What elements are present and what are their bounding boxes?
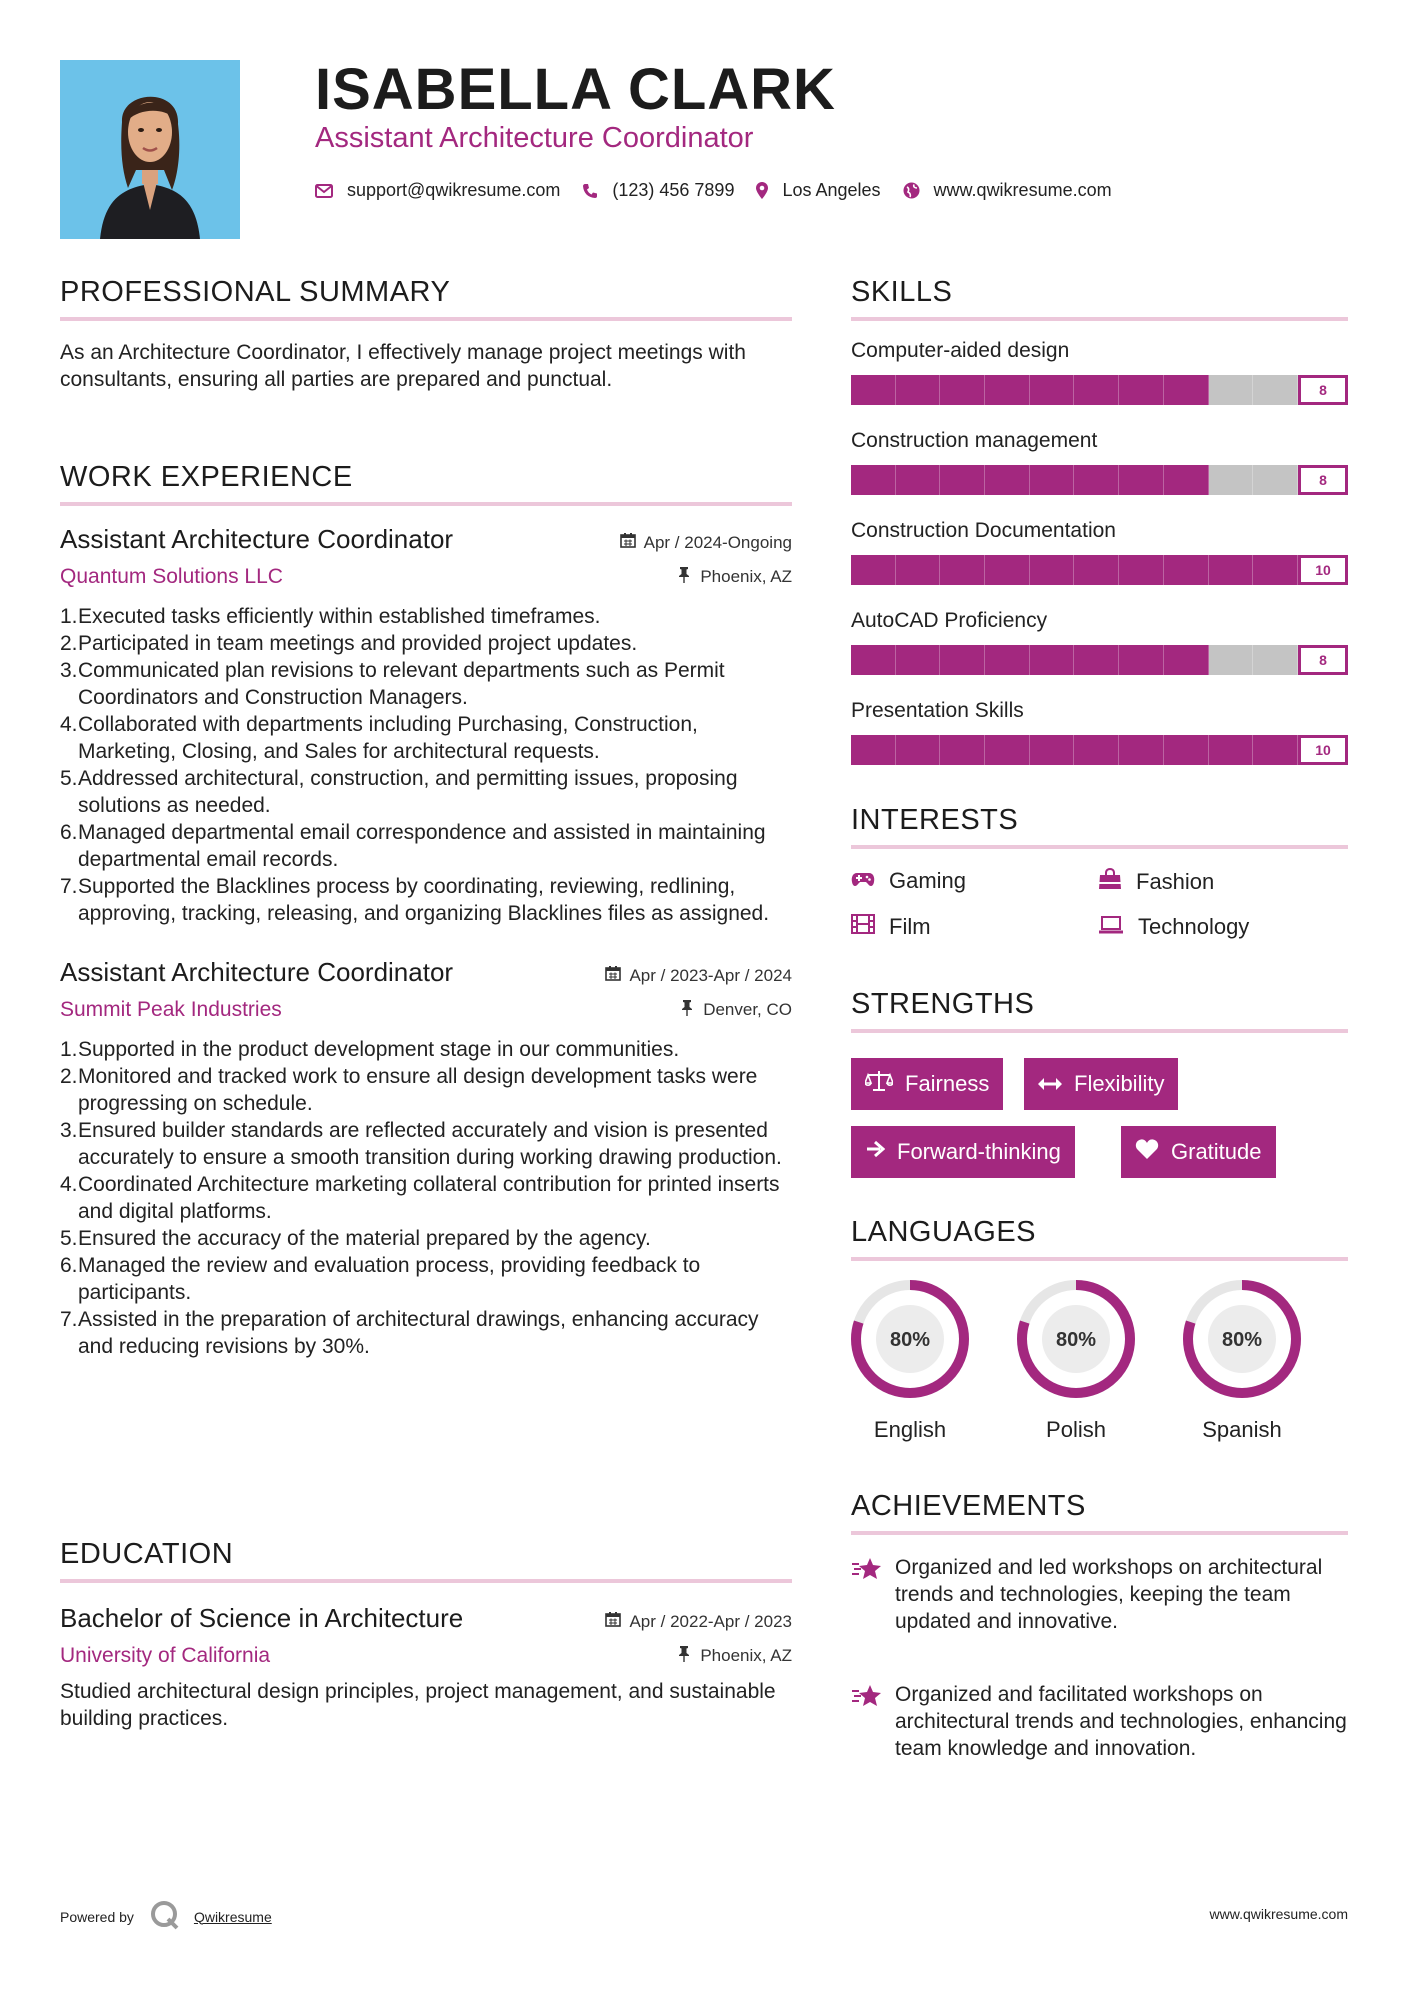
experience-section [60, 461, 792, 1360]
skill-bar-segment [940, 645, 985, 675]
skill-bar-segment [896, 375, 941, 405]
balance-scale-icon [865, 1070, 893, 1098]
contact-website-text: www.qwikresume.com [933, 180, 1112, 200]
strength-tag: Fairness [851, 1058, 1003, 1110]
skill-bar-segment [1074, 645, 1119, 675]
skill-bar-segment [1164, 465, 1209, 495]
strength-tag: Gratitude [1121, 1126, 1276, 1178]
skill-bar-segment [851, 735, 896, 765]
skill-bar-segment [1209, 555, 1254, 585]
skill-bar-segment [940, 735, 985, 765]
shopping-bag-icon [1098, 868, 1122, 896]
language-percent: 80% [1055, 1329, 1097, 1351]
job-entry [60, 957, 792, 1360]
job-duties [60, 603, 792, 927]
contact-bar [315, 180, 1134, 201]
contact-location-text: Los Angeles [782, 180, 881, 200]
contact-website[interactable] [903, 180, 1112, 201]
skill-item [851, 699, 1348, 765]
skill-bar-segment [1030, 735, 1075, 765]
list-item: 3. Communicated plan revisions to relevant departments such as Permit Coordinators and Construction Managers. [60, 659, 725, 709]
degree-title: Bachelor of Science in Architecture [60, 1603, 464, 1633]
skill-bar-segment [851, 375, 896, 405]
skill-bar [851, 375, 1348, 405]
language-percent: 80% [889, 1329, 931, 1351]
skill-bar-segment [1119, 735, 1164, 765]
skill-bar-segment [896, 555, 941, 585]
interests-heading: INTERESTS [851, 804, 1348, 849]
list-item: 6. Managed departmental email correspondence and assisted in maintaining departmental email records. [60, 821, 766, 871]
achievement-text: Organized and facilitated workshops on architectural trends and technologies, enhancing team knowledge and innovation. [895, 1683, 1347, 1760]
skill-bar-segment [851, 555, 896, 585]
job-company: Summit Peak Industries [60, 998, 282, 1021]
list-item: 6. Managed the review and evaluation process, providing feedback to participants. [60, 1254, 701, 1304]
skill-bar-segment [851, 465, 896, 495]
skill-bar-segment [851, 645, 896, 675]
job-location: Denver, CO [681, 999, 792, 1021]
list-item: 3. Ensured builder standards are reflected accurately and vision is presented accurately to ensure a smooth transition during working drawing production. [60, 1119, 782, 1169]
education-description: Studied architectural design principles, project management, and sustainable building practices. [60, 1680, 776, 1730]
skill-rating: 8 [1298, 465, 1348, 495]
heart-icon [1135, 1138, 1159, 1166]
skills-section [851, 276, 1348, 789]
skill-bar-segment [985, 645, 1030, 675]
shooting-star-icon [851, 1554, 895, 1635]
map-pin-icon [756, 182, 768, 199]
school-name: University of California [60, 1644, 271, 1667]
strengths-section [851, 988, 1348, 1033]
skill-bar-segment [985, 555, 1030, 585]
list-item: 2. Participated in team meetings and provided project updates. [60, 632, 638, 655]
education-date: Apr / 2022-Apr / 2023 [605, 1611, 792, 1632]
skill-rating: 8 [1298, 645, 1348, 675]
skill-bar-segment [1030, 645, 1075, 675]
laptop-icon [1098, 914, 1124, 940]
shooting-star-icon [851, 1681, 895, 1762]
skill-bar-segment [896, 645, 941, 675]
globe-icon [903, 182, 920, 199]
candidate-name: ISABELLA CLARK [315, 57, 836, 122]
languages-section [851, 1216, 1348, 1261]
summary-text: As an Architecture Coordinator, I effectively manage project meetings with consultants, ensuring all parties are prepared and punctual. [60, 341, 746, 391]
contact-email[interactable] [315, 180, 560, 201]
skill-bar-segment [1119, 375, 1164, 405]
language-ring [1015, 1278, 1137, 1400]
skill-bar-segment [940, 375, 985, 405]
skill-bar-segment [1074, 735, 1119, 765]
skill-bar-segment [1119, 465, 1164, 495]
skill-rating: 10 [1298, 555, 1348, 585]
contact-phone-text: (123) 456 7899 [612, 180, 735, 200]
interest-item: Technology [1098, 914, 1249, 940]
skill-bar-segment [1253, 375, 1298, 405]
skill-bar [851, 555, 1348, 585]
skills-heading: SKILLS [851, 276, 1348, 321]
list-item: 1. Supported in the product development stage in our communities. [60, 1038, 680, 1061]
job-date: Apr / 2024-Ongoing [620, 532, 792, 553]
skill-bar-segment [896, 465, 941, 495]
education-location: Phoenix, AZ [678, 1645, 792, 1667]
calendar-icon [605, 1611, 621, 1632]
strength-tag: Flexibility [1024, 1058, 1178, 1110]
achievements-heading: ACHIEVEMENTS [851, 1490, 1348, 1535]
skill-bar-segment [1119, 645, 1164, 675]
calendar-icon [605, 965, 621, 986]
language-ring [1181, 1278, 1303, 1400]
achievement-text: Organized and led workshops on architectural trends and technologies, keeping the team updated and innovative. [895, 1556, 1323, 1633]
summary-heading: PROFESSIONAL SUMMARY [60, 276, 792, 321]
achievement-item [851, 1554, 1348, 1635]
skill-bar-segment [1164, 645, 1209, 675]
skill-item [851, 519, 1348, 585]
list-item: 4. Collaborated with departments including Purchasing, Construction, Marketing, Closing, and Sales for architectural requests. [60, 713, 698, 763]
education-section [60, 1538, 792, 1732]
summary-section [60, 276, 792, 393]
skill-bar [851, 465, 1348, 495]
arrow-right-icon [865, 1139, 885, 1165]
gamepad-icon [851, 868, 875, 894]
strengths-heading: STRENGTHS [851, 988, 1348, 1033]
job-duties [60, 1036, 792, 1360]
skill-label: Construction management [851, 429, 1098, 452]
skill-bar-segment [896, 735, 941, 765]
skill-bar-segment [1253, 555, 1298, 585]
envelope-icon [315, 184, 333, 198]
skill-bar-segment [1253, 645, 1298, 675]
language-spanish [1181, 1278, 1303, 1443]
skill-item [851, 609, 1348, 675]
list-item: 4. Coordinated Architecture marketing collateral contribution for printed inserts and digital platforms. [60, 1173, 780, 1223]
skill-bar-segment [1030, 375, 1075, 405]
education-heading: EDUCATION [60, 1538, 792, 1583]
interests-section [851, 804, 1348, 849]
skill-bar-segment [1164, 375, 1209, 405]
list-item: 5. Ensured the accuracy of the material prepared by the agency. [60, 1227, 651, 1250]
skill-bar-segment [1209, 645, 1254, 675]
list-item: 5. Addressed architectural, construction, and permitting issues, proposing solutions as needed. [60, 767, 738, 817]
skill-item [851, 429, 1348, 495]
skill-bar-segment [1253, 735, 1298, 765]
skill-bar-segment [1164, 735, 1209, 765]
film-icon [851, 914, 875, 940]
skill-label: Construction Documentation [851, 519, 1116, 542]
skill-bar-segment [1074, 465, 1119, 495]
skill-label: Presentation Skills [851, 699, 1024, 722]
language-english [849, 1278, 971, 1443]
candidate-title: Assistant Architecture Coordinator [315, 122, 754, 154]
skill-bar-segment [1074, 375, 1119, 405]
language-ring [849, 1278, 971, 1400]
contact-location [756, 180, 880, 201]
list-item: 7. Supported the Blacklines process by coordinating, reviewing, redlining, approving, tracking, releasing, and organizing Blacklines files as assigned. [60, 875, 770, 925]
skill-bar-segment [940, 465, 985, 495]
language-percent: 80% [1221, 1329, 1263, 1351]
skill-bar-segment [1209, 735, 1254, 765]
qwikresume-link[interactable]: Qwikresume [193, 1908, 272, 1925]
skill-bar-segment [1030, 465, 1075, 495]
job-entry [60, 524, 792, 927]
skill-bar [851, 645, 1348, 675]
skill-label: AutoCAD Proficiency [851, 609, 1048, 632]
language-polish [1015, 1278, 1137, 1443]
strength-tag: Forward-thinking [851, 1126, 1075, 1178]
language-name: Polish [1046, 1417, 1106, 1442]
interest-item: Film [851, 914, 931, 940]
job-location: Phoenix, AZ [678, 566, 792, 588]
skill-bar-segment [1253, 465, 1298, 495]
skill-bar [851, 735, 1348, 765]
skill-rating: 8 [1298, 375, 1348, 405]
phone-icon [582, 183, 598, 199]
skill-bar-segment [1209, 465, 1254, 495]
skill-bar-segment [1119, 555, 1164, 585]
arrows-horizontal-icon [1038, 1071, 1062, 1097]
interest-item: Gaming [851, 868, 966, 894]
skill-bar-segment [985, 735, 1030, 765]
list-item: 2. Monitored and tracked work to ensure all design development tasks were progressing on schedule. [60, 1065, 758, 1115]
achievements-section [851, 1490, 1348, 1535]
powered-by-label: Powered by [60, 1908, 134, 1925]
skill-bar-segment [1164, 555, 1209, 585]
language-name: Spanish [1202, 1417, 1282, 1442]
footer-website[interactable]: www.qwikresume.com [1209, 1906, 1348, 1922]
footer-powered-by [60, 1900, 272, 1933]
skill-bar-segment [1074, 555, 1119, 585]
skill-label: Computer-aided design [851, 339, 1070, 362]
qwikresume-logo-icon [150, 1900, 180, 1933]
skill-bar-segment [1030, 555, 1075, 585]
skill-rating: 10 [1298, 735, 1348, 765]
profile-photo [60, 60, 240, 239]
calendar-icon [620, 532, 636, 553]
skill-bar-segment [1209, 375, 1254, 405]
pushpin-icon [681, 999, 693, 1021]
job-title: Assistant Architecture Coordinator [60, 957, 454, 987]
contact-phone[interactable] [582, 180, 734, 201]
list-item: 7. Assisted in the preparation of architectural drawings, enhancing accuracy and reducing revisions by 30%. [60, 1308, 759, 1358]
skill-bar-segment [985, 465, 1030, 495]
job-title: Assistant Architecture Coordinator [60, 524, 454, 554]
pushpin-icon [678, 1645, 690, 1667]
job-company: Quantum Solutions LLC [60, 565, 283, 588]
languages-heading: LANGUAGES [851, 1216, 1348, 1261]
interest-item: Fashion [1098, 868, 1214, 896]
list-item: 1. Executed tasks efficiently within established timeframes. [60, 605, 601, 628]
language-name: English [873, 1417, 947, 1442]
skill-bar-segment [940, 555, 985, 585]
contact-email-text: support@qwikresume.com [347, 180, 561, 200]
job-date: Apr / 2023-Apr / 2024 [605, 965, 792, 986]
skill-bar-segment [985, 375, 1030, 405]
skill-item [851, 339, 1348, 405]
achievement-item [851, 1681, 1348, 1762]
pushpin-icon [678, 566, 690, 588]
experience-heading: WORK EXPERIENCE [60, 461, 792, 506]
